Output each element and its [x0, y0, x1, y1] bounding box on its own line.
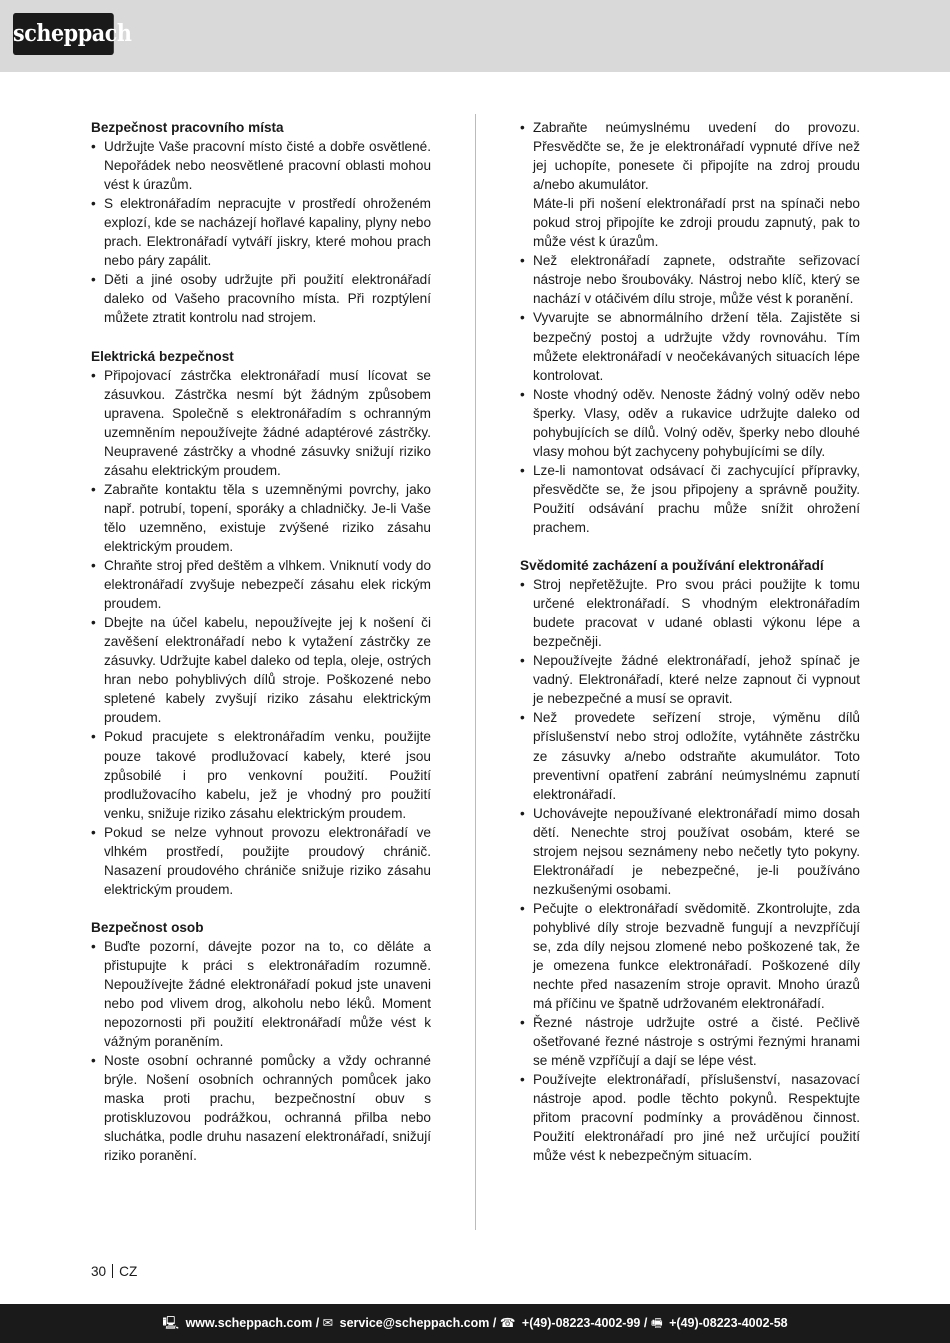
list-item: • Zabraňte neúmyslnému uvedení do provozu. Přesvědčte se, že je elektronářadí vypnuté dříve než jej uchopíte, ponesete či připojíte na zdroj proudu a/nebo akumulátor.	[520, 118, 860, 194]
bullet-list	[520, 575, 860, 1165]
bullet-list	[91, 137, 431, 327]
list-item: • Stroj nepřetěžujte. Pro svou práci použijte k tomu určené elektronářadí. S vhodným elektronářadím budete pracovat v udané oblasti výkonu lépe a bezpečněji.	[520, 575, 860, 651]
list-item: • Dbejte na účel kabelu, nepoužívejte jej k nošení či zavěšení elektronářadí nebo k vytažení zástrčky ze zásuvky. Udržujte kabel daleko od tepla, oleje, ostrých hran nebo pohyblivých dílů stroje. Poškozené nebo spletené kabely zvyšují riziko zásahu elektrickým proudem.	[91, 613, 431, 727]
section-heading: Elektrická bezpečnost	[91, 348, 234, 364]
section-heading: Bezpečnost osob	[91, 919, 204, 935]
list-item: • Řezné nástroje udržujte ostré a čisté. Pečlivě ošetřované řezné nástroje s ostrými řeznými hranami se méně vzpříčují a dají se lépe vést.	[520, 1013, 860, 1070]
section-tool-use	[520, 556, 860, 1166]
right-column	[520, 118, 860, 1166]
list-item: • Pokud se nelze vyhnout provozu elektronářadí ve vlhkém prostředí, použijte proudový chránič. Nasazení proudového chrániče snižuje riziko zásahu elektrickým proudem.	[91, 823, 431, 899]
list-item: • Zabraňte kontaktu těla s uzemněnými povrchy, jako např. potrubí, topení, sporáky a chladničky. Je-li Vaše tělo uzemněno, existuje zvýšené riziko zásahu elektrickým proudem.	[91, 480, 431, 556]
page-number-value: 30	[91, 1264, 107, 1279]
scheppach-logo: scheppach	[13, 13, 114, 55]
section-electrical-safety	[91, 347, 431, 899]
list-item: • Uchovávejte nepoužívané elektronářadí mimo dosah dětí. Nenechte stroj používat osobám, které se strojem nejsou seznámeny nebo nečetly tyto pokyny. Elektronářadí je nebezpečné, je-li používáno nezkušenými osobami.	[520, 804, 860, 899]
column-divider	[475, 114, 476, 1230]
list-item: • Pokud pracujete s elektronářadím venku, použijte pouze takové prodlužovací kabely, které jsou způsobilé i pro venkovní použití. Použití prodlužovacího kabelu, jež je vhodný pro použití venku, snižuje riziko zásahu elektrickým proudem.	[91, 727, 431, 822]
section-personal-safety-continued	[520, 118, 860, 537]
list-item-note: Máte-li při nošení elektronářadí prst na spínači nebo pokud stroj připojíte ke zdroji proudu zapnutý, pak to může vést k úrazům.	[533, 196, 860, 250]
section-workplace-safety	[91, 118, 431, 328]
list-item: • Noste osobní ochranné pomůcky a vždy ochranné brýle. Nošení osobních ochranných pomůcek jako maska proti prachu, bezpečnostní obuv s protiskluzovou podrážkou, ochranná přilba nebo sluchátka, podle druhu nasazení elektronářadí, snižují riziko poranění.	[91, 1051, 431, 1165]
list-item: • Než provedete seřízení stroje, výměnu dílů příslušenství nebo stroj odložíte, vytáhněte zástrčku ze zásuvky a/nebo odstraňte akumulátor. Toto preventivní opatření zabrání neúmyslnému zapnutí elektronářadí.	[520, 708, 860, 803]
list-item: • Používejte elektronářadí, příslušenství, nasazovací nástroje apod. podle těchto pokynů. Respektujte přitom pracovní podmínky a prováděnou činnost. Použití elektronářadí pro jiné než určující použití může vést k nebezpečným situacím.	[520, 1070, 860, 1165]
footer-website[interactable]: www.scheppach.com /	[185, 1316, 320, 1330]
list-item: • Vyvarujte se abnormálního držení těla. Zajistěte si bezpečný postoj a udržujte vždy rovnováhu. Tím můžete elektronářadí v neočekávaných situacích lépe kontrolovat.	[520, 308, 860, 384]
list-item: • Nepoužívejte žádné elektronářadí, jehož spínač je vadný. Elektronářadí, které nelze zapnout či vypnout je nebezpečné a musí se opravit.	[520, 651, 860, 708]
footer-phone: +(49)-08223-4002-99 /	[521, 1316, 648, 1330]
list-item: • Než elektronářadí zapnete, odstraňte seřizovací nástroje nebo šroubováky. Nástroj nebo klíč, který se nachází v otáčivém dílu stroje, může vést k poranění.	[520, 251, 860, 308]
list-item: • Pečujte o elektronářadí svědomitě. Zkontrolujte, zda pohyblivé díly stroje bezvadně fungují a nevzpříčují se, zda díly nejsou zlomené nebo poškozené tak, že je omezena funkce elektronářadí. Poškozené díly nechte před nasazením stroje opravit. Mnoho úrazů má příčinu ve špatně udržovaném elektronářadí.	[520, 899, 860, 1013]
fax-icon: 🖷	[650, 1316, 663, 1330]
footer-email[interactable]: service@scheppach.com /	[339, 1316, 497, 1330]
email-icon: ✉	[322, 1316, 334, 1330]
list-item: • Noste vhodný oděv. Nenoste žádný volný oděv nebo šperky. Vlasy, oděv a rukavice udržujte daleko od pohybujících se dílů. Volný oděv, šperky nebo dlouhé vlasy mohou být zachyceny pohybujícími se díly.	[520, 385, 860, 461]
section-personal-safety	[91, 918, 431, 1166]
list-item: • Udržujte Vaše pracovní místo čisté a dobře osvětlené. Nepořádek nebo neosvětlené pracovní oblasti mohou vést k úrazům.	[91, 137, 431, 194]
footer-bar	[0, 1304, 950, 1343]
page-number	[91, 1264, 137, 1279]
list-item: • Připojovací zástrčka elektronářadí musí lícovat se zásuvkou. Zástrčka nesmí být žádným způsobem upravena. Společně s elektronářadím s ochranným uzemněním nepoužívejte žádné adaptérové zástrčky. Neupravené zástrčky a vhodné zásuvky snižují riziko zásahu elektrickým proudem.	[91, 366, 431, 480]
left-column	[91, 118, 431, 1165]
bullet-list	[91, 937, 431, 1166]
header-bar	[0, 0, 950, 72]
page-number-separator	[112, 1264, 113, 1278]
section-heading: Svědomité zacházení a používání elektronářadí	[520, 558, 824, 574]
section-heading: Bezpečnost pracovního místa	[91, 120, 284, 135]
list-item: • Lze-li namontovat odsávací či zachycující přípravky, přesvědčte se, že jsou připojeny a správně použity. Použití odsávání prachu může snížit ohrožení prachem.	[520, 461, 860, 537]
footer-fax: +(49)-08223-4002-58	[669, 1316, 788, 1330]
phone-icon: ☎	[499, 1316, 516, 1330]
list-item: • Děti a jiné osoby udržujte při použití elektronářadí daleko od Vašeho pracovního místa. Při rozptýlení můžete ztratit kontrolu nad strojem.	[91, 270, 431, 327]
computer-icon: 🖳	[162, 1316, 180, 1330]
bullet-list	[520, 118, 860, 194]
list-item: • Buďte pozorní, dávejte pozor na to, co děláte a přistupujte k práci s elektronářadím rozumně. Nepoužívejte žádné elektronářadí pokud jste unaveni nebo pod vlivem drog, alkoholu nebo léků. Moment nepozornosti při použití elektronářadí může vést k vážným poraněním.	[91, 937, 431, 1051]
list-item: • Chraňte stroj před deštěm a vlhkem. Vniknutí vody do elektronářadí zvyšuje nebezpečí zásahu elek rickým proudem.	[91, 556, 431, 613]
page-language: CZ	[119, 1264, 138, 1279]
list-item: • S elektronářadím nepracujte v prostředí ohroženém explozí, kde se nacházejí hořlavé kapaliny, plyny nebo prach. Elektronářadí vytváří jiskry, které mohou prach nebo páry zapálit.	[91, 194, 431, 270]
bullet-list	[520, 251, 860, 537]
bullet-list	[91, 366, 431, 899]
